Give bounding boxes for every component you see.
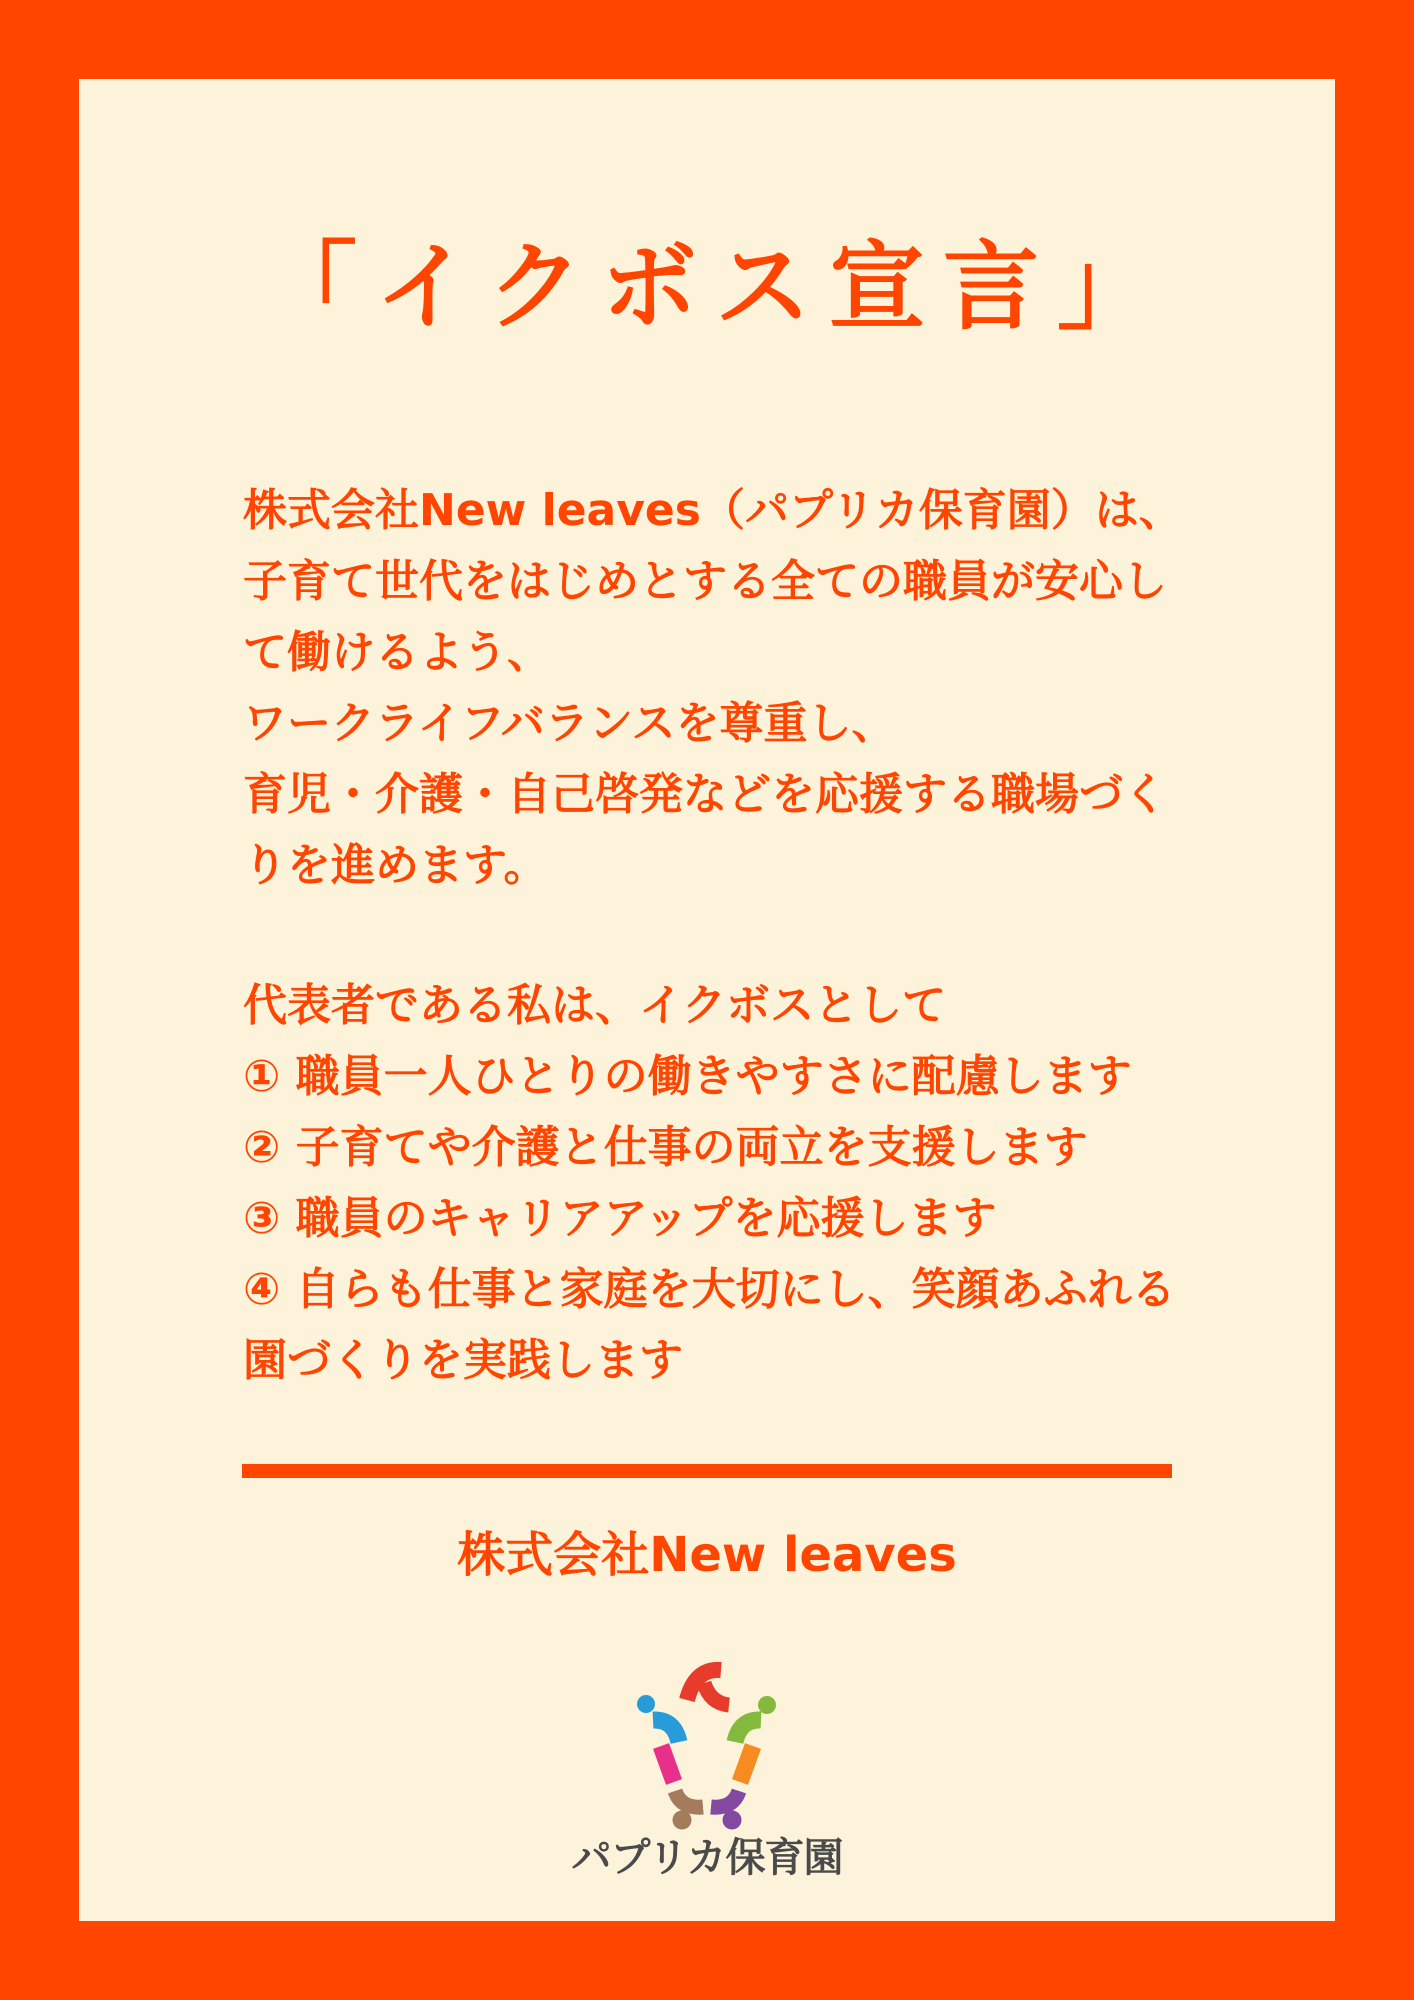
blue-figure-body <box>653 1720 679 1742</box>
blue-figure-head <box>637 1695 655 1713</box>
content-card <box>79 79 1335 1921</box>
body-line: 代表者である私は、イクボスとして <box>243 980 947 1031</box>
brown-figure-head <box>673 1811 692 1830</box>
nursery-logo <box>79 1662 1335 1884</box>
stem-red-figure-branch <box>704 1683 729 1705</box>
body-line: ワークライフバランスを尊重し、 <box>243 698 896 749</box>
body-line: ③ 職員のキャリアアップを応援します <box>243 1193 997 1244</box>
body-line: 子育て世代をはじめとする全ての職員が安心し <box>243 556 1167 607</box>
body-line: ④ 自らも仕事と家庭を大切にし、笑顔あふれる <box>243 1264 1176 1315</box>
paprika-people-icon <box>634 1662 780 1830</box>
declaration-paragraph-2 <box>243 970 1178 1396</box>
green-figure-body <box>735 1720 761 1742</box>
magenta-figure-body <box>661 1746 674 1782</box>
body-line: りを進めます。 <box>243 840 548 891</box>
green-figure-head <box>758 1696 776 1714</box>
nursery-logo-name: パプリカ保育園 <box>571 1835 843 1881</box>
declaration-paragraph-1 <box>243 475 1183 901</box>
body-line: ② 子育てや介護と仕事の両立を支援します <box>243 1122 1088 1173</box>
body-line: 園づくりを実践します <box>243 1335 683 1386</box>
body-line: ① 職員一人ひとりの働きやすさに配慮します <box>243 1051 1132 1102</box>
purple-figure-head <box>723 1811 742 1830</box>
body-line: 育児・介護・自己啓発などを応援する職場づく <box>243 769 1167 820</box>
purple-figure-body <box>711 1791 739 1807</box>
body-line: 株式会社New leaves（パプリカ保育園）は、 <box>243 485 1183 536</box>
section-divider <box>242 1464 1172 1478</box>
declaration-title: 「イクボス宣言」 <box>260 231 1172 343</box>
company-signature: 株式会社New leaves <box>457 1527 957 1583</box>
body-line: て働けるよう、 <box>243 627 551 678</box>
brown-figure-body <box>675 1791 703 1807</box>
orange-figure-body <box>740 1746 753 1782</box>
